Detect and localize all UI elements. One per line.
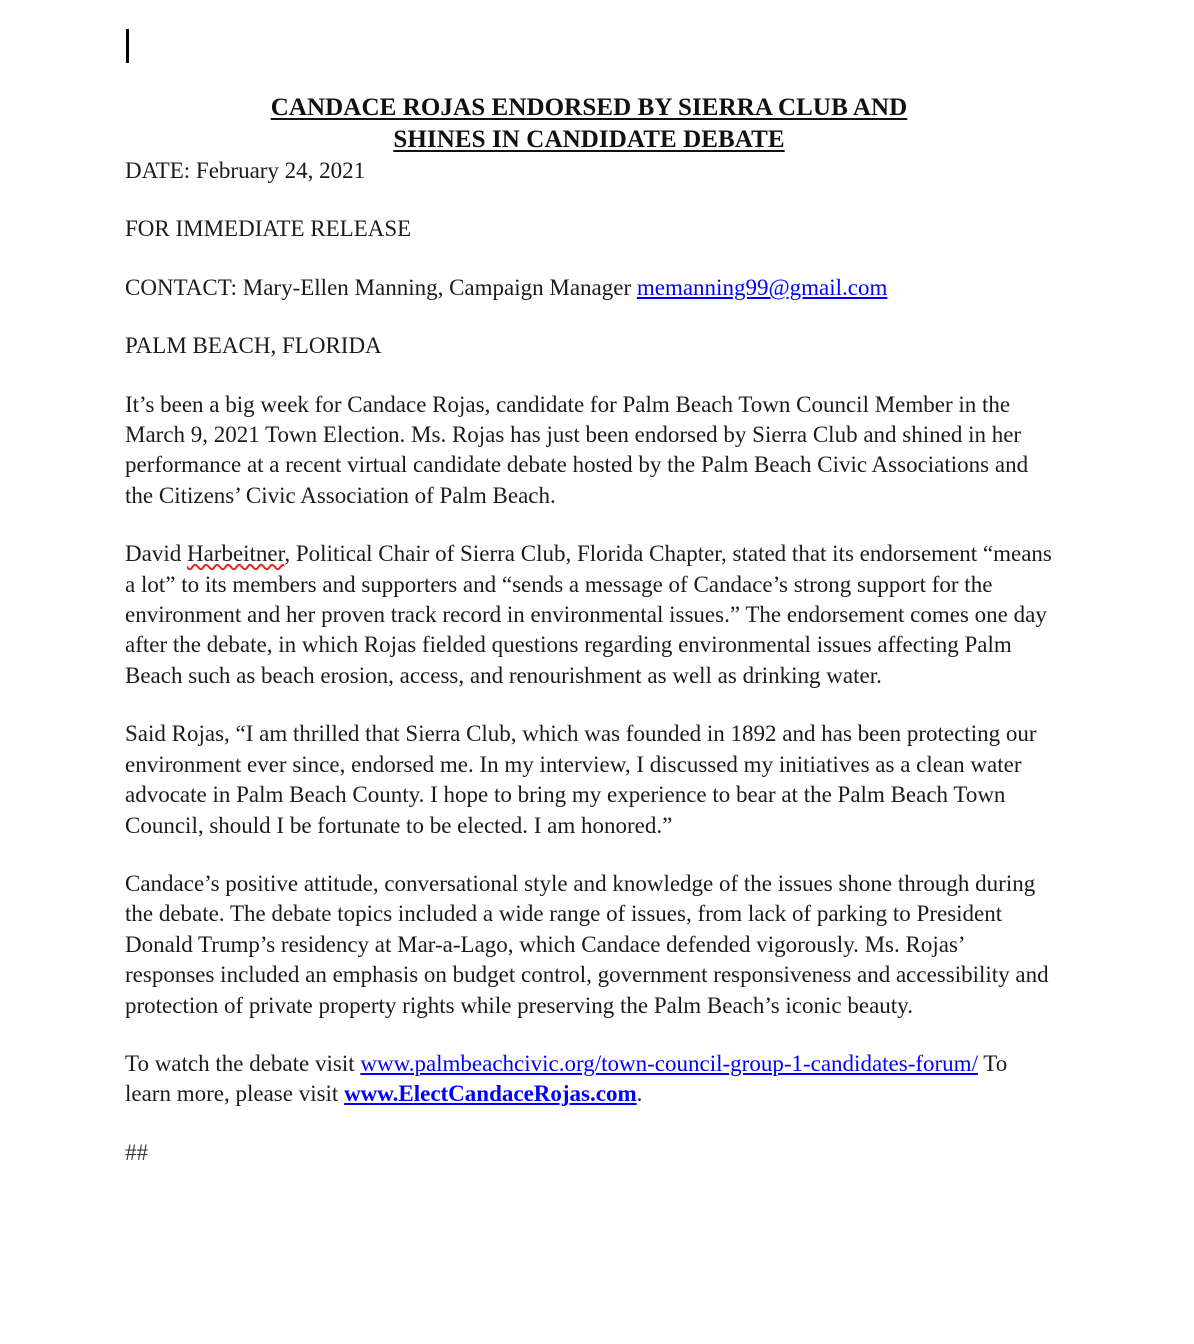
spacer xyxy=(125,245,1053,273)
paragraph-closing-links xyxy=(125,1049,1053,1110)
title-line-2: SHINES IN CANDIDATE DEBATE xyxy=(393,126,785,153)
contact-prefix: CONTACT: Mary-Ellen Manning, Campaign Manager xyxy=(125,274,637,300)
closing-middle: To learn more, please visit xyxy=(125,1050,1008,1107)
end-mark: ## xyxy=(125,1139,148,1165)
debate-video-link[interactable]: www.palmbeachcivic.org/town-council-group-1-candidates-forum/ xyxy=(360,1050,978,1076)
harbeitner-suffix: , Political Chair of Sierra Club, Florida Chapter, stated that its endorsement “means a lot” to its members and supporters and “sends a message of Candace’s strong support for the environment and her proven track record in environmental issues.” The endorsement comes one day after the debate, in which Rojas fielded questions regarding environmental issues affecting Palm Beach such as beach erosion, access, and renourishment as well as drinking water. xyxy=(125,541,1052,688)
page-title xyxy=(125,0,1053,156)
campaign-website-link[interactable]: www.ElectCandaceRojas.com xyxy=(344,1081,637,1107)
contact-line xyxy=(125,273,1053,303)
paragraph-harbeitner xyxy=(125,539,1053,691)
title-line-1: CANDACE ROJAS ENDORSED BY SIERRA CLUB AND xyxy=(270,94,908,121)
release-date-line: DATE: February 24, 2021 xyxy=(125,158,366,183)
paragraph-intro: It’s been a big week for Candace Rojas, candidate for Palm Beach Town Council Member in the March 9, 2021 Town Election. Ms. Rojas has just been endorsed by Sierra Club and shined in her performance at a recent virtual candidate debate hosted by the Palm Beach Civic Associations and the Citizens’ Civic Association of Palm Beach. xyxy=(125,391,1029,508)
misspelled-word: Harbeitner xyxy=(186,541,285,567)
dateline: PALM BEACH, FLORIDA xyxy=(125,333,382,359)
paragraph-debate-summary: Candace’s positive attitude, conversational style and knowledge of the issues shone through during the debate. The debate topics included a wide range of issues, from lack of parking to President Donald Trump’s residency at Mar-a-Lago, which Candace defended vigorously. Ms. Rojas’ responses included an emphasis on budget control, government responsiveness and accessibility and protection of private property rights while preserving the Palm Beach’s iconic beauty. xyxy=(125,870,1049,1018)
paragraph-rojas-quote: Said Rojas, “I am thrilled that Sierra Club, which was founded in 1892 and has been protecting our environment ever since, endorsed me. In my interview, I discussed my initiatives as a clean water advocate in Palm Beach County. I hope to bring my experience to bear at the Palm Beach Town Council, should I be fortunate to be elected. I am honored.” xyxy=(125,721,1037,838)
spacer xyxy=(125,362,1053,390)
spacer xyxy=(125,691,1053,719)
spacer xyxy=(125,303,1053,331)
spacer xyxy=(125,841,1053,869)
document-body xyxy=(125,0,1053,1168)
spacer xyxy=(125,186,1053,214)
harbeitner-prefix: David xyxy=(125,541,187,567)
spacer xyxy=(125,1021,1053,1049)
closing-prefix: To watch the debate visit xyxy=(125,1050,361,1076)
spacer xyxy=(125,1110,1053,1138)
closing-suffix: . xyxy=(636,1081,643,1107)
spacer xyxy=(125,511,1053,539)
immediate-release-line: FOR IMMEDIATE RELEASE xyxy=(125,216,412,242)
contact-email-link[interactable]: memanning99@gmail.com xyxy=(636,274,888,300)
